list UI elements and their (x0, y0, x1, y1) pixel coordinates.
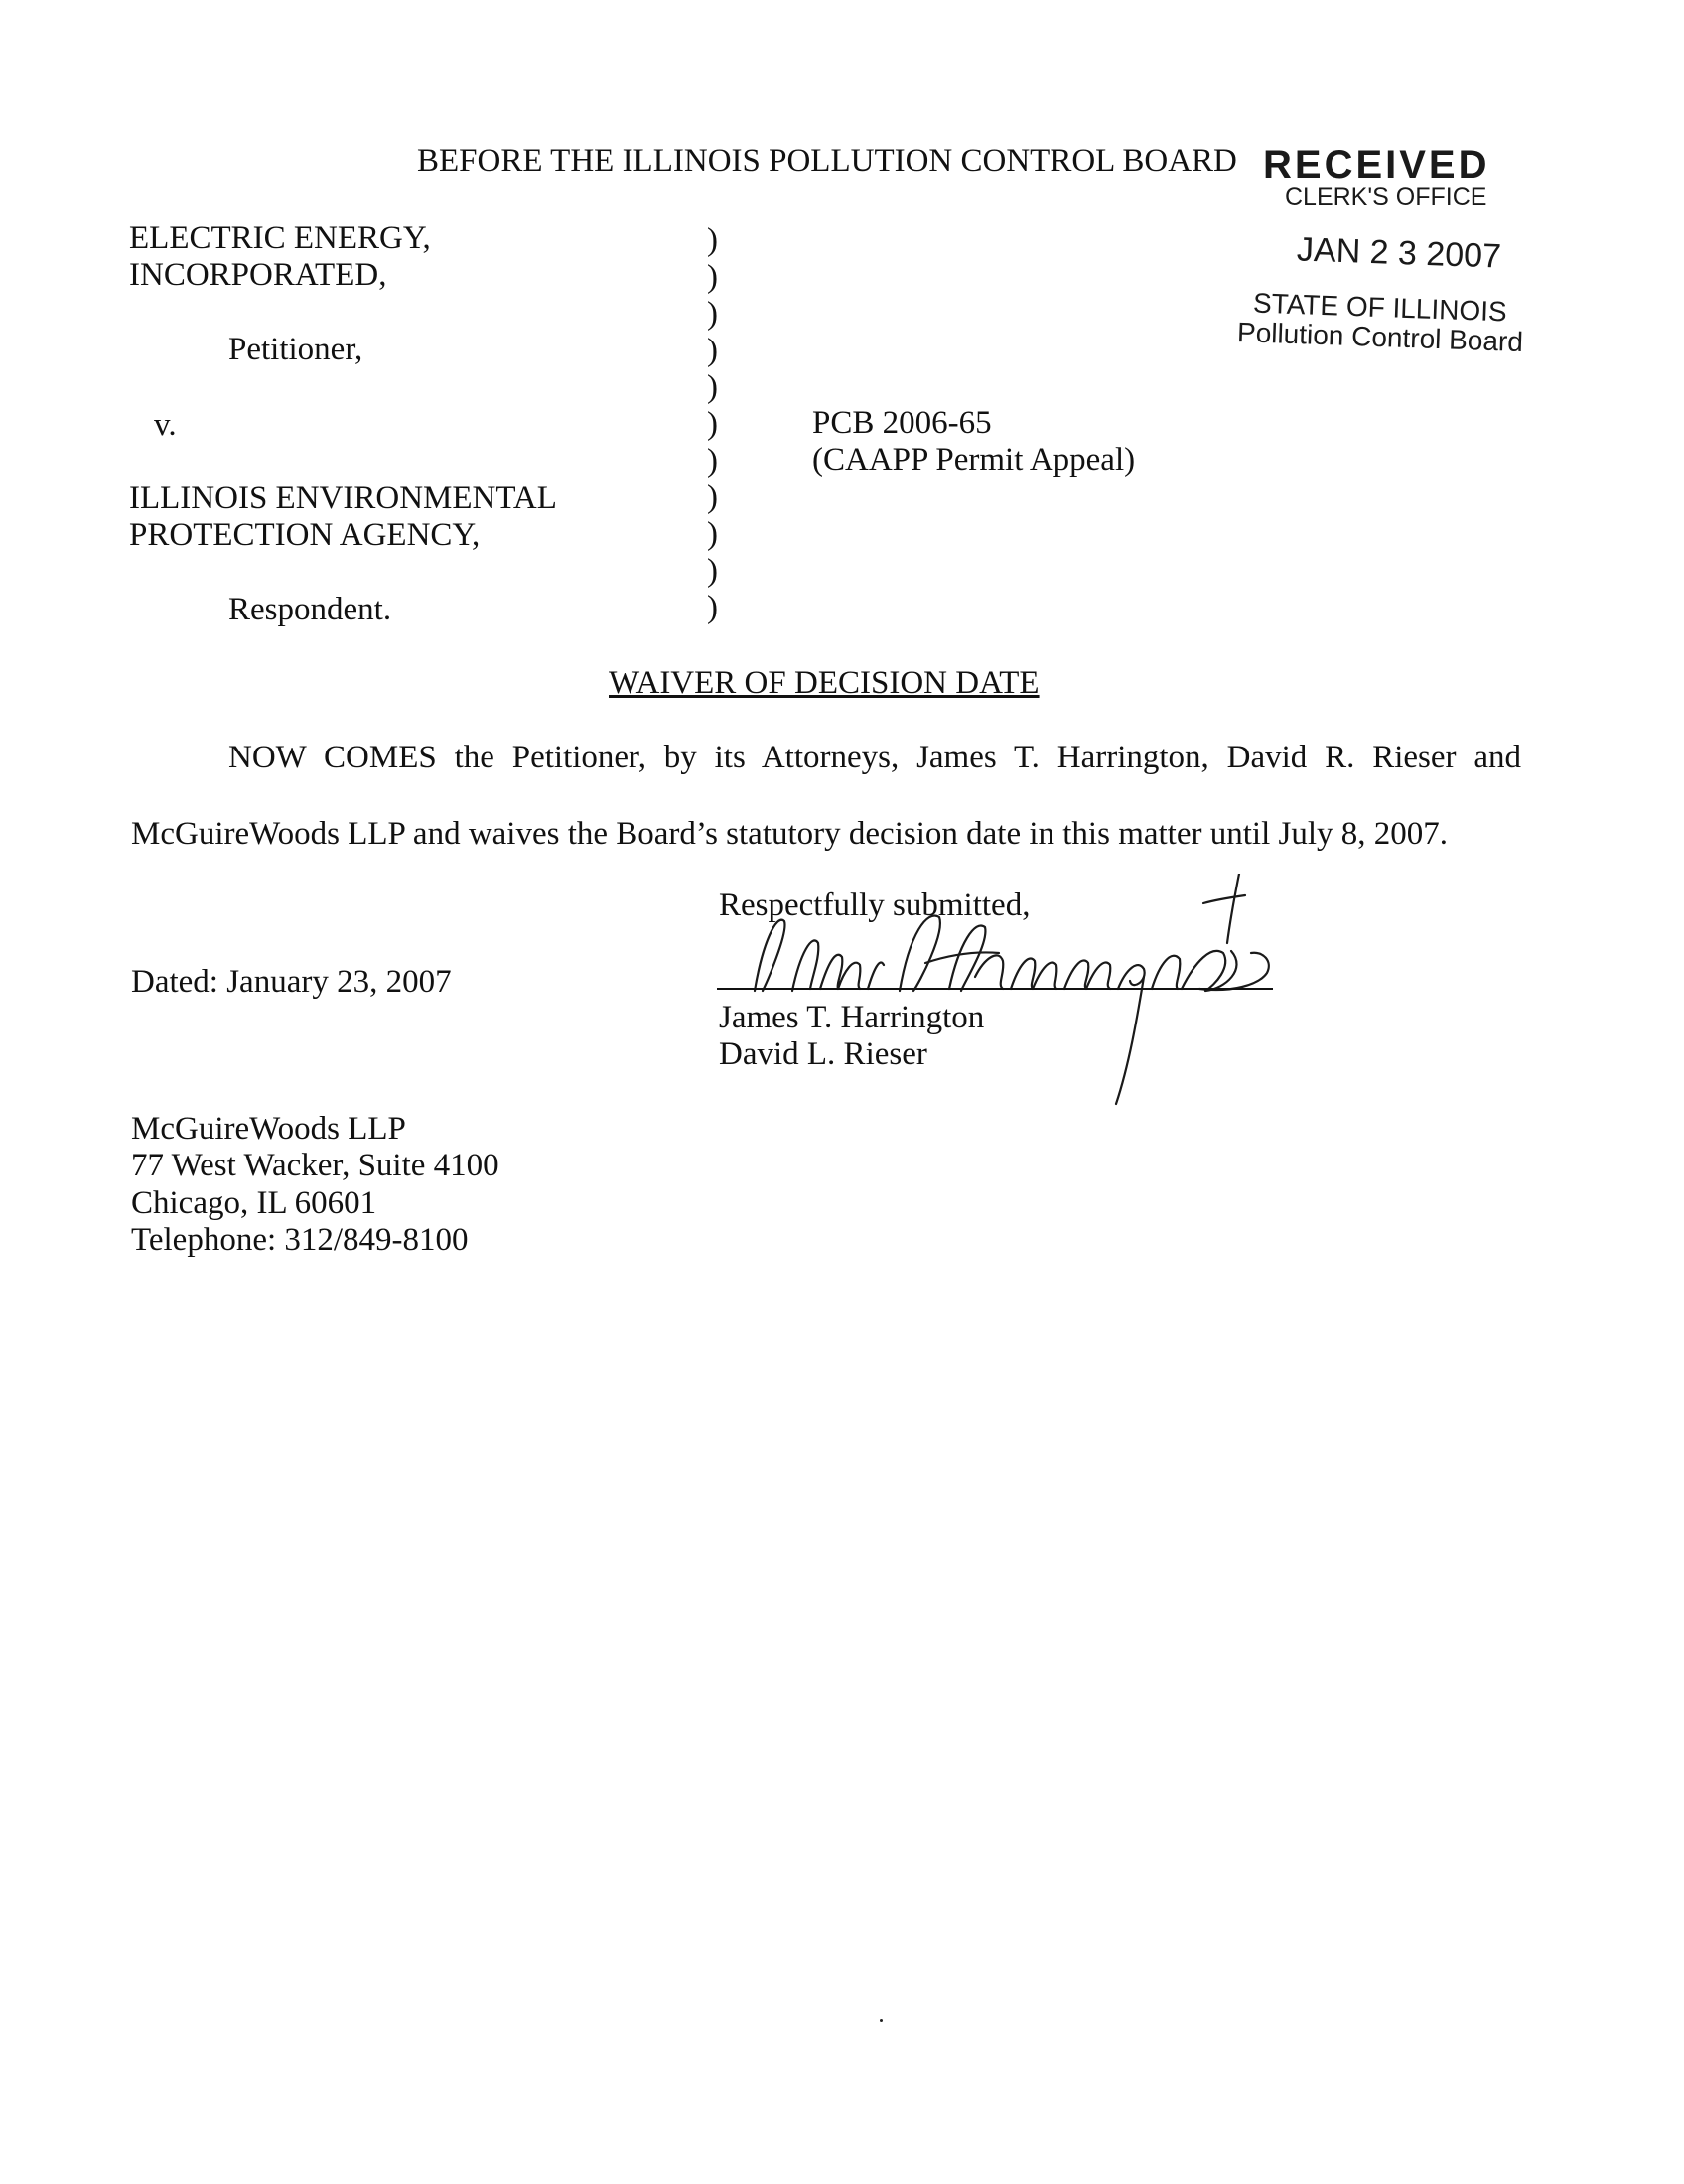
bracket-mark: ) (707, 590, 718, 625)
stamp-office: CLERK'S OFFICE (1285, 183, 1487, 210)
bracket-mark: ) (707, 296, 718, 332)
petitioner-name-line2: INCORPORATED, (129, 257, 387, 293)
firm-city: Chicago, IL 60601 (131, 1185, 377, 1221)
signer-name-1: James T. Harrington (719, 1000, 985, 1035)
bracket-mark: ) (707, 479, 718, 515)
case-type: (CAAPP Permit Appeal) (812, 442, 1136, 478)
closing-text: Respectfully submitted, (719, 887, 1031, 923)
stamp-date: JAN 2 3 2007 (1296, 230, 1502, 276)
petitioner-role: Petitioner, (228, 332, 363, 367)
versus-label: v. (154, 407, 177, 443)
dated-line: Dated: January 23, 2007 (131, 964, 452, 1000)
signature-line (717, 988, 1273, 990)
signer-name-2: David L. Rieser (719, 1036, 927, 1072)
caption-bracket (707, 222, 718, 626)
firm-name: McGuireWoods LLP (131, 1111, 406, 1147)
bracket-mark: ) (707, 369, 718, 405)
handwritten-signature (715, 874, 1331, 1112)
bracket-mark: ) (707, 259, 718, 295)
case-number: PCB 2006-65 (812, 405, 992, 441)
stamp-board: Pollution Control Board (1236, 316, 1524, 358)
bracket-mark: ) (707, 222, 718, 258)
bracket-mark: ) (707, 443, 718, 478)
respondent-role: Respondent. (228, 592, 392, 627)
scan-speck (880, 2019, 883, 2022)
stamp-received: RECEIVED (1263, 143, 1490, 187)
petitioner-name-line1: ELECTRIC ENERGY, (129, 220, 431, 256)
stamp-state: STATE OF ILLINOIS (1252, 287, 1508, 328)
document-heading: WAIVER OF DECISION DATE (609, 665, 1040, 701)
respondent-name-line2: PROTECTION AGENCY, (129, 517, 481, 553)
firm-phone: Telephone: 312/849-8100 (131, 1222, 469, 1258)
bracket-mark: ) (707, 553, 718, 589)
bracket-mark: ) (707, 516, 718, 552)
firm-address: 77 West Wacker, Suite 4100 (131, 1148, 499, 1183)
bracket-mark: ) (707, 333, 718, 368)
body-line-2: McGuireWoods LLP and waives the Board’s statutory decision date in this matter until July 8, 2007. (131, 816, 1448, 852)
body-line-1: NOW COMES the Petitioner, by its Attorneys, James T. Harrington, David R. Rieser and (228, 740, 1521, 775)
respondent-name-line1: ILLINOIS ENVIRONMENTAL (129, 480, 557, 516)
court-title: BEFORE THE ILLINOIS POLLUTION CONTROL BOARD (417, 143, 1237, 179)
bracket-mark: ) (707, 406, 718, 442)
